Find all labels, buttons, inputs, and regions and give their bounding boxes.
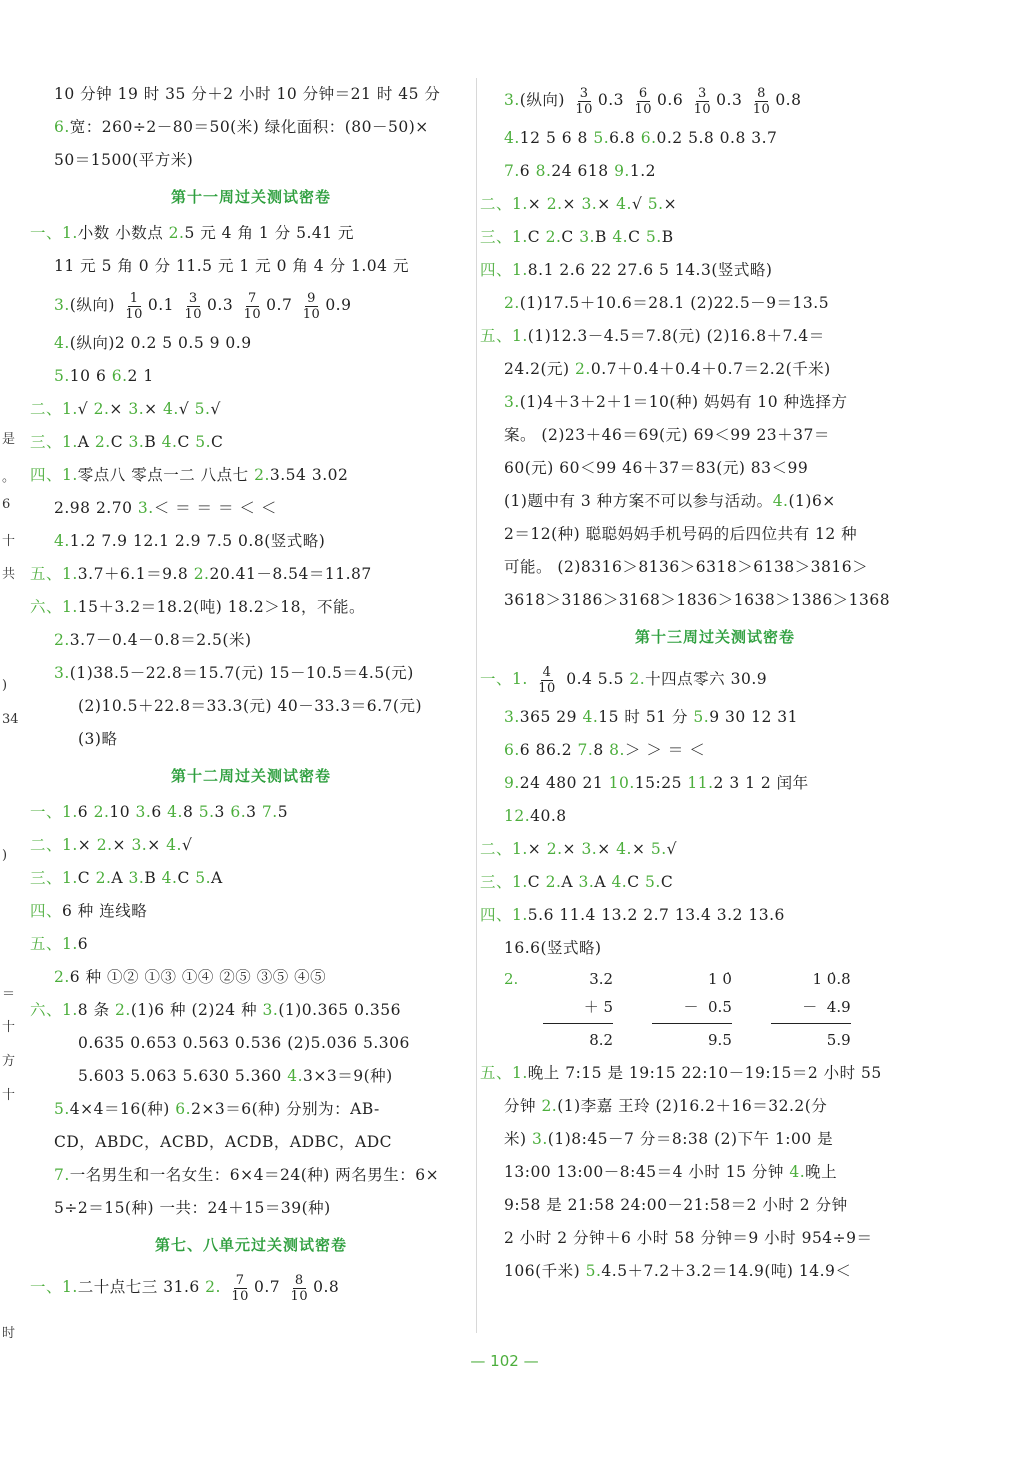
line: 2 小时 2 分钟＋6 小时 58 分钟＝9 小时 954÷9＝ [504, 1229, 873, 1247]
line: 9:58 是 21:58 24:00－21:58＝2 小时 2 分钟 [504, 1196, 848, 1214]
line: 4.(纵向)2 0.2 5 0.5 9 0.9 [54, 334, 252, 352]
right-column [480, 78, 950, 1288]
line: 5.603 5.063 5.630 5.360 4.3×3＝9(种) [78, 1067, 393, 1085]
calc-result: 8.2 [589, 1031, 614, 1049]
line: 10 分钟 19 时 35 分＋2 小时 10 分钟＝21 时 45 分 [54, 85, 441, 103]
calc-row: 1 0̇.8 [812, 970, 851, 988]
line: 三、1.C 2.A 3.B 4.C 5.A [30, 869, 223, 887]
section-title: 第七、八单元过关测试密卷 [154, 1236, 347, 1254]
line: 7.一名男生和一名女生：6×4＝24(种) 两名男生：6× [54, 1166, 440, 1184]
calc-result: 9.5 [708, 1031, 732, 1049]
line: 一、1.小数 小数点 2.5 元 4 角 1 分 5.41 元 [30, 224, 355, 242]
vertical-calc [771, 965, 851, 1054]
calc-row: ＋ 5 [583, 998, 614, 1016]
line: 5÷2＝15(种) 一共：24＋15＝39(种) [54, 1199, 331, 1217]
margin-mark: ) [2, 848, 8, 863]
line: 米) 3.(1)8:45－7 分＝8:38 (2)下午 1:00 是 [504, 1130, 834, 1148]
line: 五、1.晚上 7:15 是 19:15 22:10－19:15＝2 小时 55 [480, 1064, 882, 1082]
calc-bar [771, 1023, 851, 1024]
line: 5.10 6 6.2 1 [54, 367, 154, 385]
fraction: $\frac{3}{10}$ [693, 85, 712, 117]
line: 7.6 8.24 618 9.1.2 [504, 162, 657, 180]
line: 二、1.√ 2.× 3.× 4.√ 5.√ [30, 400, 221, 418]
line: 106(千米) 5.4.5＋7.2＋3.2＝14.9(吨) 14.9＜ [504, 1262, 852, 1280]
line: 3.365 29 4.15 时 51 分 5.9 30 12 31 [504, 708, 799, 726]
calc-row: 1 0̇ [708, 970, 732, 988]
line: 可能。 (2)8316＞8136＞6318＞6138＞3816＞ [504, 558, 869, 576]
section-title: 第十二周过关测试密卷 [170, 767, 331, 785]
line: 50＝1500(平方米) [54, 151, 194, 169]
line: 2.98 2.70 3.＜ ＝ ＝ ＝ ＜ ＜ [54, 499, 277, 517]
line: 3.(1)4＋3＋2＋1＝10(种) 妈妈有 10 种选择方 [504, 393, 848, 411]
line: 二、1.× 2.× 3.× 4.× 5.√ [480, 840, 678, 858]
margin-mark: 方 [2, 1054, 16, 1069]
margin-mark: 时 [2, 1326, 16, 1341]
line: 一、1.6 2.10 3.6 4.8 5.3 6.3 7.5 [30, 803, 289, 821]
line: 5.4×4＝16(种) 6.2×3＝6(种) 分别为：AB- [54, 1100, 380, 1118]
line: 3.(纵向) $\frac{3}{10}$ 0.3 $\frac{6}{10}$ 0.6 $\frac{3}{10}$ 0.3 $\frac{8}{10}$ 0.8 [504, 85, 802, 117]
line: 13:00 13:00－8:45＝4 小时 15 分钟 4.晚上 [504, 1163, 838, 1181]
line: 9.24 480 21 10.15:25 11.2 3 1 2 闰年 [504, 774, 809, 792]
line: 6.6 86.2 7.8 8.＞ ＞ ＝ ＜ [504, 741, 706, 759]
vertical-calc [543, 965, 613, 1054]
line: (2)10.5＋22.8＝33.3(元) 40－33.3＝6.7(元) [78, 697, 422, 715]
fraction: $\frac{7}{10}$ [243, 290, 262, 322]
fraction: $\frac{4}{10}$ [538, 664, 556, 696]
margin-mark: 6 [2, 497, 11, 512]
line: 五、1.3.7＋6.1＝9.8 2.20.41－8.54＝11.87 [30, 565, 372, 583]
line: 一、1. $\frac{4}{10}$ 0.4 5.5 2.十四点零六 30.9 [480, 664, 768, 696]
line: 4.12 5 6 8 5.6.8 6.0.2 5.8 0.8 3.7 [504, 129, 778, 147]
fraction: $\frac{8}{10}$ [290, 1272, 309, 1304]
line: 24.2(元) 2.0.7＋0.4＋0.4＋0.7＝2.2(千米) [504, 360, 831, 378]
margin-mark: 十 [2, 1088, 16, 1103]
line: 六、1.15＋3.2＝18.2(吨) 18.2＞18，不能。 [30, 598, 365, 616]
fraction: $\frac{9}{10}$ [302, 290, 321, 322]
calc-row: 3.2 [579, 970, 614, 988]
section-title: 第十一周过关测试密卷 [170, 188, 331, 206]
line: 3.(纵向) $\frac{1}{10}$ 0.1 $\frac{3}{10}$ 0.3 $\frac{7}{10}$ 0.7 $\frac{9}{10}$ 0.9 [54, 290, 352, 322]
line: 3.(1)38.5－22.8＝15.7(元) 15－10.5＝4.5(元) [54, 664, 414, 682]
calc-row: － 4.9 [802, 998, 851, 1016]
line: 四、1.零点八 零点一二 八点七 2.3.54 3.02 [30, 466, 349, 484]
fraction: $\frac{8}{10}$ [752, 85, 771, 117]
line: 三、1.C 2.C 3.B 4.C 5.B [480, 228, 674, 246]
line: 四、1.5.6 11.4 13.2 2.7 13.4 3.2 13.6 [480, 906, 785, 924]
line: 11 元 5 角 0 分 11.5 元 1 元 0 角 4 分 1.04 元 [54, 257, 409, 275]
line: 案。 (2)23＋46＝69(元) 69＜99 23＋37＝ [504, 426, 830, 444]
line: 4.1.2 7.9 12.1 2.9 7.5 0.8(竖式略) [54, 532, 326, 550]
line: 16.6(竖式略) [504, 939, 602, 957]
line: 三、1.A 2.C 3.B 4.C 5.C [30, 433, 224, 451]
fraction: $\frac{3}{10}$ [184, 290, 203, 322]
line: 二、1.× 2.× 3.× 4.√ [30, 836, 193, 854]
line: 五、1.6 [30, 935, 89, 953]
item-number: 2. [504, 970, 519, 988]
line: 五、1.(1)12.3－4.5＝7.8(元) (2)16.8＋7.4＝ [480, 327, 825, 345]
line: (1)题中有 3 种方案不可以参与活动。4.(1)6× [504, 492, 836, 510]
line: (3)略 [78, 730, 118, 748]
fraction: $\frac{6}{10}$ [634, 85, 653, 117]
line: 3618＞3186＞3168＞1836＞1638＞1386＞1368 [504, 591, 891, 609]
margin-mark: 。 [2, 470, 16, 485]
margin-mark: 十 [2, 1020, 16, 1035]
margin-mark: 是 [2, 432, 16, 447]
calc-row: － 0.5 [683, 998, 732, 1016]
line: 12.40.8 [504, 807, 567, 825]
line: 三、1.C 2.A 3.A 4.C 5.C [480, 873, 674, 891]
fraction: $\frac{3}{10}$ [575, 85, 593, 117]
margin-mark: 共 [2, 567, 16, 582]
line: 0.635 0.653 0.563 0.536 (2)5.036 5.306 [78, 1034, 410, 1052]
margin-mark: ＝ [2, 987, 16, 1002]
line: 六、1.8 条 2.(1)6 种 (2)24 种 3.(1)0.365 0.356 [30, 1001, 401, 1019]
line: 四、1.8.1 2.6 22 27.6 5 14.3(竖式略) [480, 261, 773, 279]
calc-bar [543, 1023, 613, 1024]
vertical-calc [652, 965, 732, 1054]
section-title: 第十三周过关测试密卷 [634, 628, 795, 646]
line: 2.6 种 ①② ①③ ①④ ②⑤ ③⑤ ④⑤ [54, 968, 327, 986]
column-divider [476, 78, 477, 1333]
line: 二、1.× 2.× 3.× 4.√ 5.× [480, 195, 678, 213]
vertical-calculations [480, 965, 950, 1057]
calc-result: 5.9 [826, 1031, 851, 1049]
line: 一、1.二十点七三 31.6 2. $\frac{7}{10}$ 0.7 $\frac{8}{10}$ 0.8 [30, 1272, 340, 1304]
line: 2＝12(种) 聪聪妈妈手机号码的后四位共有 12 种 [504, 525, 858, 543]
margin-mark: 34 [2, 712, 19, 727]
line: 60(元) 60＜99 46＋37＝83(元) 83＜99 [504, 459, 809, 477]
margin-mark: ) [2, 678, 8, 693]
margin-mark: 十 [2, 534, 16, 549]
line: 2.(1)17.5＋10.6＝28.1 (2)22.5－9＝13.5 [504, 294, 830, 312]
left-column [30, 78, 472, 1309]
fraction: $\frac{1}{10}$ [125, 290, 143, 322]
line: 四、6 种 连线略 [30, 902, 148, 920]
fraction: $\frac{7}{10}$ [231, 1272, 249, 1304]
line: CD，ABDC，ACBD，ACDB，ADBC，ADC [54, 1133, 393, 1151]
page-number: — 102 — [470, 1352, 539, 1370]
line: 2.3.7－0.4－0.8＝2.5(米) [54, 631, 252, 649]
line: 6.宽：260÷2－80＝50(米) 绿化面积：(80－50)× [54, 118, 429, 136]
calc-bar [652, 1023, 732, 1024]
line: 分钟 2.(1)李嘉 王玲 (2)16.2＋16＝32.2(分 [504, 1097, 828, 1115]
